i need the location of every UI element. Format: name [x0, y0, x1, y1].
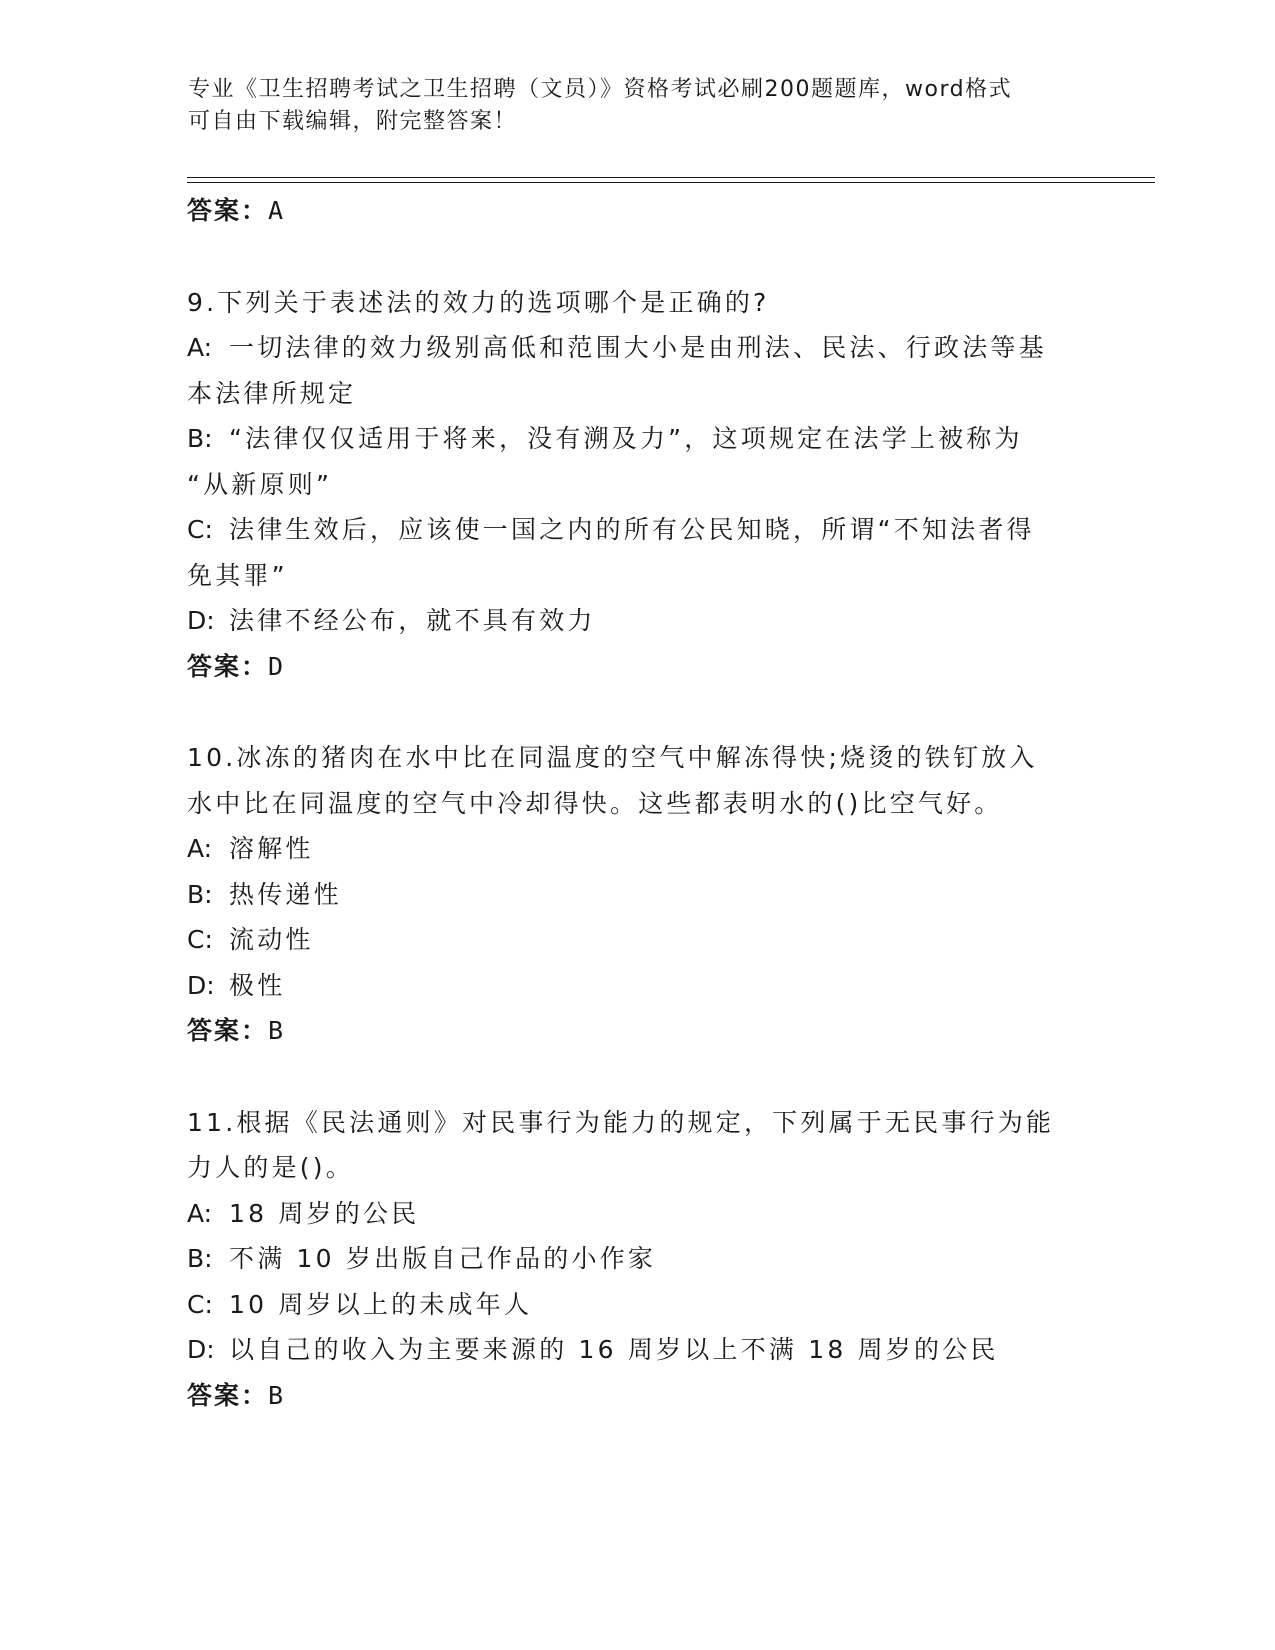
option-line — [187, 371, 1087, 417]
option-text: 一切法律的效力级别高低和范围大小是由刑法、民法、行政法等基 — [229, 333, 1047, 362]
answer-label: 答案： — [187, 1016, 269, 1045]
option-letter: A: — [187, 1198, 213, 1228]
answer-line — [187, 644, 1087, 690]
option-line — [187, 325, 1087, 371]
option-text: 不满 10 岁出版自己作品的小作家 — [229, 1244, 657, 1273]
option-letter: B: — [187, 1244, 213, 1273]
answer-line — [187, 188, 1087, 234]
question-list — [187, 188, 1087, 1418]
question-block — [187, 1100, 1087, 1419]
option-text: 热传递性 — [229, 879, 342, 909]
option-line — [187, 1327, 1087, 1373]
option-line — [187, 1236, 1087, 1282]
option-text: “从新原则” — [187, 469, 333, 499]
header-line-1: 专业《卫生招聘考试之卫生招聘（文员）》资格考试必刷200题题库，word格式 — [188, 77, 1013, 102]
option-letter: C: — [187, 515, 213, 544]
answer-value: B — [268, 1380, 286, 1410]
option-text: “法律仅仅适用于将来，没有溯及力”，这项规定在法学上被称为 — [229, 424, 1023, 453]
option-letter: A: — [187, 834, 213, 863]
question-block — [187, 280, 1087, 690]
option-text: 以自己的收入为主要来源的 16 周岁以上不满 18 周岁的公民 — [229, 1335, 999, 1364]
answer-label: 答案： — [187, 1380, 269, 1410]
option-line — [187, 553, 1087, 599]
option-letter: D: — [187, 970, 215, 1000]
option-line — [187, 507, 1087, 553]
option-text: 免其罪” — [187, 560, 288, 590]
option-line — [187, 1191, 1087, 1237]
answer-label: 答案： — [187, 196, 269, 225]
header-line-2: 可自由下载编辑，附完整答案！ — [188, 109, 518, 134]
question-text: 10.冰冻的猪肉在水中比在同温度的空气中解冻得快;烧烫的铁钉放入 — [187, 743, 1038, 772]
question-text: 水中比在同温度的空气中冷却得快。这些都表明水的()比空气好。 — [187, 788, 1003, 818]
question-text: 11.根据《民法通则》对民事行为能力的规定，下列属于无民事行为能 — [187, 1107, 1055, 1137]
option-line — [187, 872, 1087, 918]
block-spacer — [187, 234, 1087, 280]
document-header — [188, 74, 1088, 138]
option-line — [187, 416, 1087, 462]
answer-label: 答案： — [187, 651, 269, 681]
option-line — [187, 462, 1087, 508]
question-text: 9.下列关于表述法的效力的选项哪个是正确的? — [187, 287, 770, 317]
option-letter: D: — [187, 1335, 215, 1364]
option-text: 极性 — [229, 970, 286, 1000]
option-letter: B: — [187, 424, 213, 453]
answer-line — [187, 1373, 1087, 1419]
option-text: 10 周岁以上的未成年人 — [229, 1289, 533, 1319]
option-text: 流动性 — [229, 925, 314, 954]
option-line — [187, 826, 1087, 872]
question-block — [187, 735, 1087, 1054]
answer-value: D — [268, 651, 286, 681]
question-block — [187, 188, 1087, 234]
option-letter: C: — [187, 925, 213, 954]
option-letter: A: — [187, 333, 213, 362]
option-letter: C: — [187, 1289, 213, 1319]
answer-value: A — [268, 196, 286, 225]
option-text: 本法律所规定 — [187, 378, 357, 408]
answer-value: B — [268, 1016, 286, 1045]
option-text: 18 周岁的公民 — [229, 1198, 420, 1228]
option-text: 法律生效后，应该使一国之内的所有公民知晓，所谓“不知法者得 — [229, 515, 1035, 544]
option-text: 法律不经公布，就不具有效力 — [229, 606, 596, 635]
answer-line — [187, 1008, 1087, 1054]
header-divider — [187, 177, 1155, 183]
option-letter: D: — [187, 606, 215, 635]
option-text: 溶解性 — [229, 834, 314, 863]
question-text: 力人的是()。 — [187, 1153, 354, 1182]
option-letter: B: — [187, 879, 213, 909]
block-spacer — [187, 1054, 1087, 1100]
block-spacer — [187, 689, 1087, 735]
option-line — [187, 917, 1087, 963]
option-line — [187, 598, 1087, 644]
option-line — [187, 963, 1087, 1009]
option-line — [187, 1282, 1087, 1328]
